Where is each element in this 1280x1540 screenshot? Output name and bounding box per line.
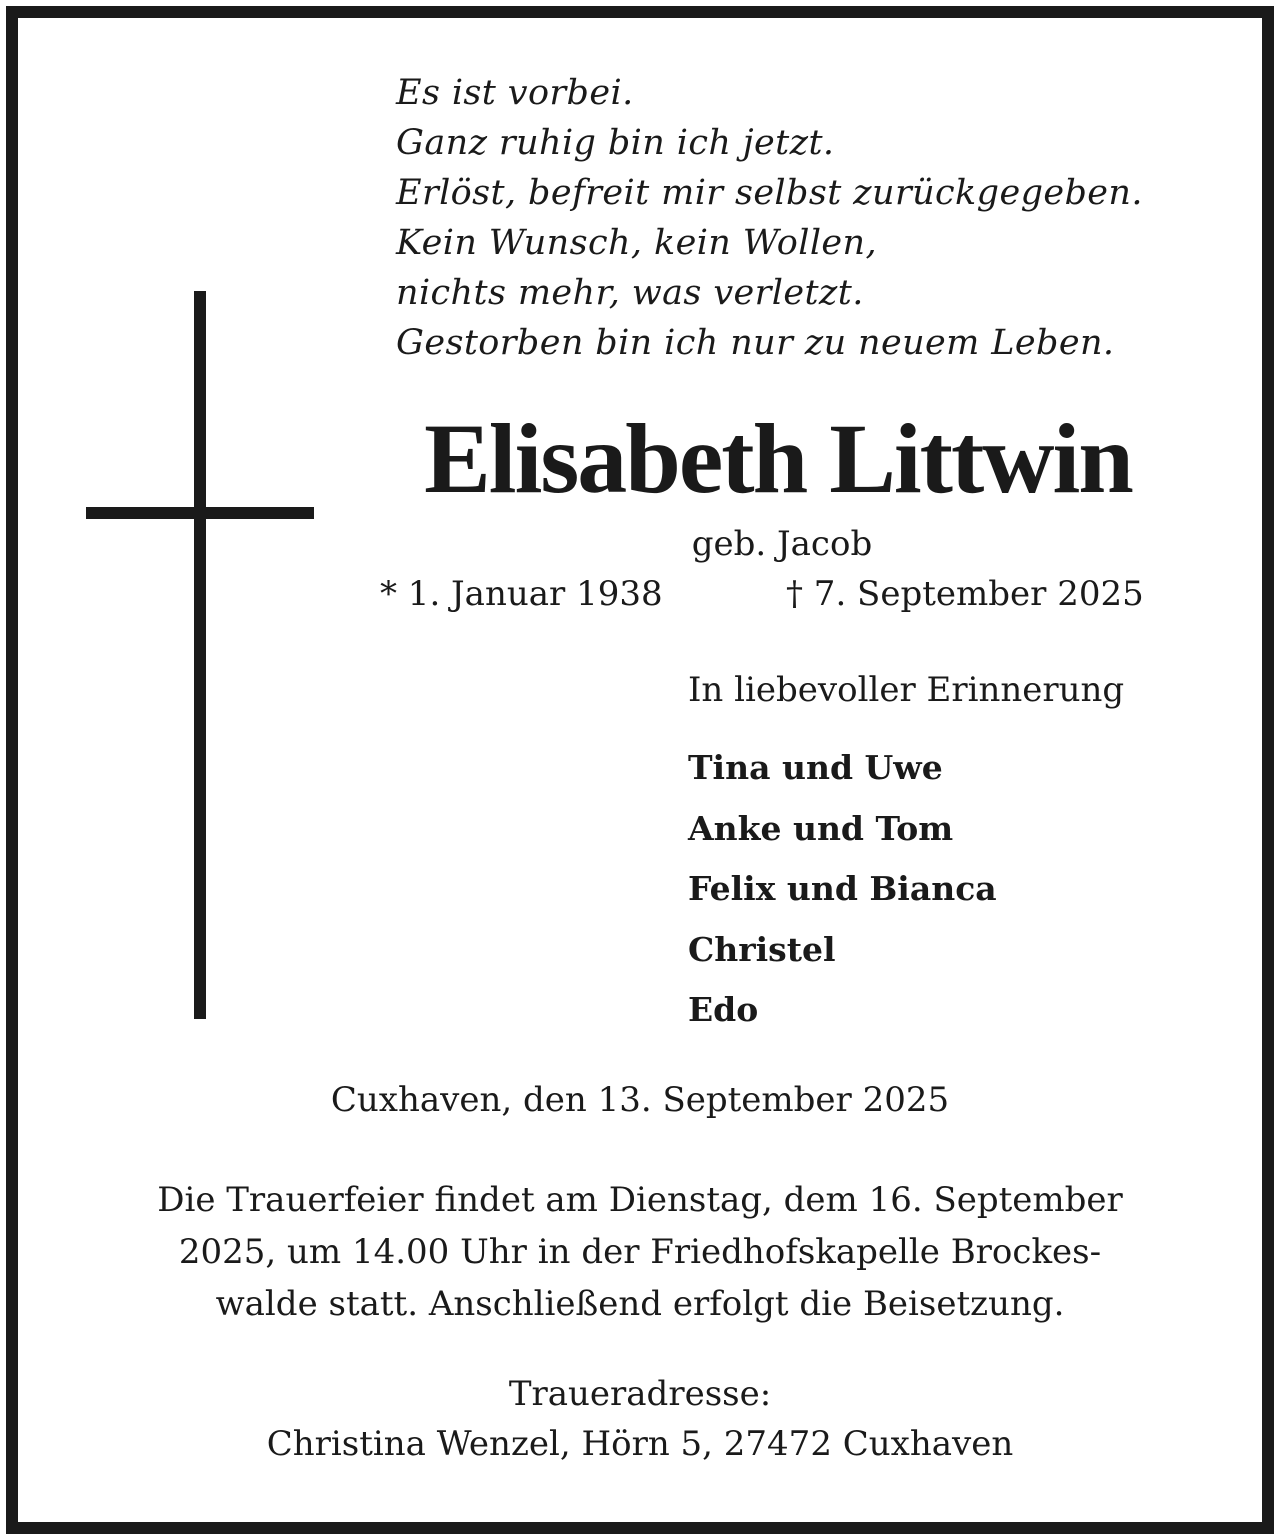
ceremony-line: Die Trauerfeier findet am Dienstag, dem 16. September — [157, 1180, 1123, 1220]
poem-line: Ganz ruhig bin ich jetzt. — [396, 123, 835, 163]
ceremony-line: walde statt. Anschließend erfolgt die Beisetzung. — [215, 1284, 1065, 1324]
ceremony-line: 2025, um 14.00 Uhr in der Friedhofskapelle Brockes- — [178, 1232, 1102, 1272]
mourner-item: Edo — [688, 990, 759, 1029]
maiden-name: geb. Jacob — [691, 524, 873, 564]
cross-vertical-bar — [194, 291, 206, 1019]
poem-line: Gestorben bin ich nur zu neuem Leben. — [396, 323, 1115, 363]
mourning-address: Christina Wenzel, Hörn 5, 27472 Cuxhaven — [266, 1424, 1014, 1464]
poem-line: nichts mehr, was verletzt. — [396, 273, 864, 313]
mourner-item: Christel — [688, 929, 836, 969]
place-date: Cuxhaven, den 13. September 2025 — [330, 1080, 950, 1120]
ceremony-notice — [40, 1174, 1240, 1330]
cross-horizontal-bar — [86, 507, 314, 519]
mourner-item: Felix und Bianca — [688, 869, 997, 908]
poem-line: Erlöst, befreit mir selbst zurückgegeben. — [396, 173, 1143, 213]
mourning-address-label: Traueradresse: — [508, 1374, 772, 1414]
death-date: † 7. September 2025 — [786, 574, 1144, 614]
poem — [396, 68, 1143, 368]
birth-date: * 1. Januar 1938 — [380, 574, 663, 614]
poem-line: Kein Wunsch, kein Wollen, — [396, 223, 877, 263]
mourner-item: Tina und Uwe — [688, 748, 943, 787]
poem-line: Es ist vorbei. — [396, 73, 634, 113]
deceased-name: Elisabeth Littwin — [424, 403, 1132, 514]
memory-text: In liebevoller Erinnerung — [688, 670, 1125, 710]
mourners-list — [688, 738, 997, 1041]
mourner-item: Anke und Tom — [688, 808, 954, 848]
